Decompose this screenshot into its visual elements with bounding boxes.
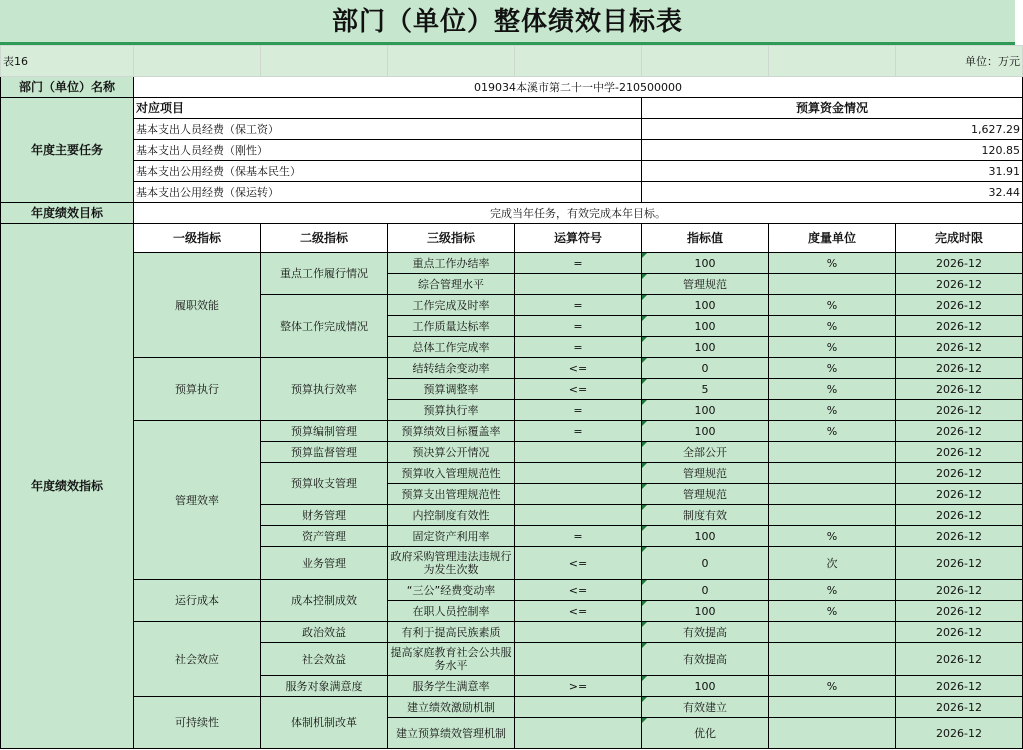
unit-cell <box>769 463 896 484</box>
operator-cell <box>515 643 642 676</box>
header-value: 指标值 <box>642 224 769 253</box>
value-cell: 100 <box>642 676 769 697</box>
blank-cell <box>642 46 769 77</box>
operator-cell: = <box>515 253 642 274</box>
l1-cell: 履职效能 <box>134 253 261 358</box>
l3-cell: 预算支出管理规范性 <box>388 484 515 505</box>
indicators-label: 年度绩效指标 <box>1 224 134 749</box>
page-title: 部门（单位）整体绩效目标表 <box>0 0 1015 45</box>
goal-label: 年度绩效目标 <box>1 203 134 224</box>
task-item: 基本支出人员经费（刚性） <box>134 140 642 161</box>
value-cell: 管理规范 <box>642 484 769 505</box>
task-row <box>1 161 1023 182</box>
blank-cell <box>515 46 642 77</box>
value-cell: 100 <box>642 526 769 547</box>
header-deadline: 完成时限 <box>896 224 1023 253</box>
table-row <box>1 358 1023 379</box>
unit-cell: % <box>769 580 896 601</box>
l3-cell: 综合管理水平 <box>388 274 515 295</box>
operator-cell <box>515 718 642 749</box>
value-cell: 有效提高 <box>642 643 769 676</box>
value-cell: 管理规范 <box>642 274 769 295</box>
value-cell: 100 <box>642 316 769 337</box>
table-number: 表16 <box>1 46 134 77</box>
deadline-cell: 2026-12 <box>896 505 1023 526</box>
l3-cell: 工作质量达标率 <box>388 316 515 337</box>
l3-cell: 有利于提高民族素质 <box>388 622 515 643</box>
operator-cell <box>515 484 642 505</box>
operator-cell: = <box>515 526 642 547</box>
value-cell: 5 <box>642 379 769 400</box>
deadline-cell: 2026-12 <box>896 601 1023 622</box>
deadline-cell: 2026-12 <box>896 718 1023 749</box>
value-cell: 0 <box>642 580 769 601</box>
task-item: 基本支出公用经费（保基本民生） <box>134 161 642 182</box>
operator-cell: <= <box>515 601 642 622</box>
value-cell: 有效建立 <box>642 697 769 718</box>
l2-cell: 政治效益 <box>261 622 388 643</box>
operator-cell <box>515 505 642 526</box>
l3-cell: “三公”经费变动率 <box>388 580 515 601</box>
deadline-cell: 2026-12 <box>896 400 1023 421</box>
deadline-cell: 2026-12 <box>896 358 1023 379</box>
l3-cell: 建立预算绩效管理机制 <box>388 718 515 749</box>
value-cell: 优化 <box>642 718 769 749</box>
l2-cell: 资产管理 <box>261 526 388 547</box>
unit-cell: % <box>769 676 896 697</box>
value-cell: 100 <box>642 295 769 316</box>
unit-cell: % <box>769 601 896 622</box>
deadline-cell: 2026-12 <box>896 697 1023 718</box>
operator-cell: <= <box>515 379 642 400</box>
task-amount: 120.85 <box>642 140 1023 161</box>
unit-cell: % <box>769 421 896 442</box>
value-cell: 100 <box>642 601 769 622</box>
l1-cell: 社会效应 <box>134 622 261 697</box>
deadline-cell: 2026-12 <box>896 547 1023 580</box>
deadline-cell: 2026-12 <box>896 442 1023 463</box>
operator-cell: = <box>515 295 642 316</box>
operator-cell: = <box>515 421 642 442</box>
l3-cell: 固定资产利用率 <box>388 526 515 547</box>
l2-cell: 服务对象满意度 <box>261 676 388 697</box>
l3-cell: 预算收入管理规范性 <box>388 463 515 484</box>
l2-cell: 整体工作完成情况 <box>261 295 388 358</box>
operator-cell: >= <box>515 676 642 697</box>
blank-cell <box>388 46 515 77</box>
operator-cell: <= <box>515 547 642 580</box>
task-item: 基本支出人员经费（保工资） <box>134 119 642 140</box>
deadline-cell: 2026-12 <box>896 337 1023 358</box>
l3-cell: 结转结余变动率 <box>388 358 515 379</box>
l3-cell: 提高家庭教育社会公共服务水平 <box>388 643 515 676</box>
value-cell: 100 <box>642 400 769 421</box>
unit-cell <box>769 505 896 526</box>
deadline-cell: 2026-12 <box>896 316 1023 337</box>
l2-cell: 体制机制改革 <box>261 697 388 749</box>
unit-cell: % <box>769 337 896 358</box>
table-row <box>1 421 1023 442</box>
indicators-header-row <box>1 224 1023 253</box>
operator-cell <box>515 442 642 463</box>
task-item: 基本支出公用经费（保运转） <box>134 182 642 203</box>
blank-cell <box>134 46 261 77</box>
header-l2: 二级指标 <box>261 224 388 253</box>
deadline-cell: 2026-12 <box>896 295 1023 316</box>
dept-label: 部门（单位）名称 <box>1 77 134 98</box>
l3-cell: 建立绩效激励机制 <box>388 697 515 718</box>
l2-cell: 成本控制成效 <box>261 580 388 622</box>
header-l3: 三级指标 <box>388 224 515 253</box>
table-row <box>1 622 1023 643</box>
goal-row <box>1 203 1023 224</box>
l2-cell: 预算收支管理 <box>261 463 388 505</box>
value-cell: 100 <box>642 337 769 358</box>
sheet-header-row <box>1 46 1023 77</box>
unit-cell: % <box>769 295 896 316</box>
dept-value: 019034本溪市第二十一中学-210500000 <box>134 77 1023 98</box>
unit-cell: 次 <box>769 547 896 580</box>
table-row <box>1 697 1023 718</box>
unit-cell <box>769 274 896 295</box>
l3-cell: 政府采购管理违法违规行为发生次数 <box>388 547 515 580</box>
header-operator: 运算符号 <box>515 224 642 253</box>
value-cell: 0 <box>642 547 769 580</box>
header-unit: 度量单位 <box>769 224 896 253</box>
value-cell: 100 <box>642 253 769 274</box>
value-cell: 制度有效 <box>642 505 769 526</box>
deadline-cell: 2026-12 <box>896 622 1023 643</box>
l3-cell: 总体工作完成率 <box>388 337 515 358</box>
blank-cell <box>261 46 388 77</box>
l1-cell: 管理效率 <box>134 421 261 580</box>
header-l1: 一级指标 <box>134 224 261 253</box>
blank-cell <box>769 46 896 77</box>
task-row <box>1 119 1023 140</box>
value-cell: 全部公开 <box>642 442 769 463</box>
unit-cell: % <box>769 379 896 400</box>
task-amount: 31.91 <box>642 161 1023 182</box>
operator-cell <box>515 622 642 643</box>
l2-cell: 业务管理 <box>261 547 388 580</box>
table-row <box>1 253 1023 274</box>
deadline-cell: 2026-12 <box>896 676 1023 697</box>
goal-text: 完成当年任务，有效完成本年目标。 <box>134 203 1023 224</box>
unit-cell <box>769 442 896 463</box>
l3-cell: 内控制度有效性 <box>388 505 515 526</box>
unit-cell: % <box>769 526 896 547</box>
l2-cell: 社会效益 <box>261 643 388 676</box>
l3-cell: 重点工作办结率 <box>388 253 515 274</box>
l3-cell: 预算绩效目标覆盖率 <box>388 421 515 442</box>
operator-cell <box>515 274 642 295</box>
annual-tasks-label: 年度主要任务 <box>1 98 134 203</box>
deadline-cell: 2026-12 <box>896 253 1023 274</box>
l2-cell: 财务管理 <box>261 505 388 526</box>
task-row <box>1 182 1023 203</box>
value-cell: 管理规范 <box>642 463 769 484</box>
l3-cell: 服务学生满意率 <box>388 676 515 697</box>
l3-cell: 预算调整率 <box>388 379 515 400</box>
unit-cell <box>769 643 896 676</box>
deadline-cell: 2026-12 <box>896 421 1023 442</box>
dept-row <box>1 77 1023 98</box>
l1-cell: 预算执行 <box>134 358 261 421</box>
unit-cell: % <box>769 253 896 274</box>
l1-cell: 可持续性 <box>134 697 261 749</box>
deadline-cell: 2026-12 <box>896 526 1023 547</box>
value-cell: 100 <box>642 421 769 442</box>
l3-cell: 在职人员控制率 <box>388 601 515 622</box>
performance-table <box>0 45 1023 749</box>
task-amount: 1,627.29 <box>642 119 1023 140</box>
l2-cell: 预算编制管理 <box>261 421 388 442</box>
value-cell: 有效提高 <box>642 622 769 643</box>
l2-cell: 预算执行效率 <box>261 358 388 421</box>
deadline-cell: 2026-12 <box>896 379 1023 400</box>
operator-cell <box>515 463 642 484</box>
col-item-header: 对应项目 <box>134 98 642 119</box>
operator-cell <box>515 697 642 718</box>
col-budget-header: 预算资金情况 <box>642 98 1023 119</box>
unit-cell: % <box>769 316 896 337</box>
operator-cell: = <box>515 400 642 421</box>
deadline-cell: 2026-12 <box>896 580 1023 601</box>
task-amount: 32.44 <box>642 182 1023 203</box>
l3-cell: 预决算公开情况 <box>388 442 515 463</box>
unit-label: 单位：万元 <box>896 46 1023 77</box>
task-row <box>1 140 1023 161</box>
operator-cell: <= <box>515 580 642 601</box>
l2-cell: 预算监督管理 <box>261 442 388 463</box>
operator-cell: <= <box>515 358 642 379</box>
deadline-cell: 2026-12 <box>896 643 1023 676</box>
l3-cell: 工作完成及时率 <box>388 295 515 316</box>
tasks-header-row <box>1 98 1023 119</box>
deadline-cell: 2026-12 <box>896 484 1023 505</box>
unit-cell: % <box>769 400 896 421</box>
unit-cell <box>769 484 896 505</box>
unit-cell <box>769 697 896 718</box>
deadline-cell: 2026-12 <box>896 463 1023 484</box>
unit-cell: % <box>769 358 896 379</box>
l1-cell: 运行成本 <box>134 580 261 622</box>
deadline-cell: 2026-12 <box>896 274 1023 295</box>
value-cell: 0 <box>642 358 769 379</box>
unit-cell <box>769 718 896 749</box>
l2-cell: 重点工作履行情况 <box>261 253 388 295</box>
unit-cell <box>769 622 896 643</box>
table-row <box>1 580 1023 601</box>
operator-cell: = <box>515 316 642 337</box>
l3-cell: 预算执行率 <box>388 400 515 421</box>
operator-cell: = <box>515 337 642 358</box>
